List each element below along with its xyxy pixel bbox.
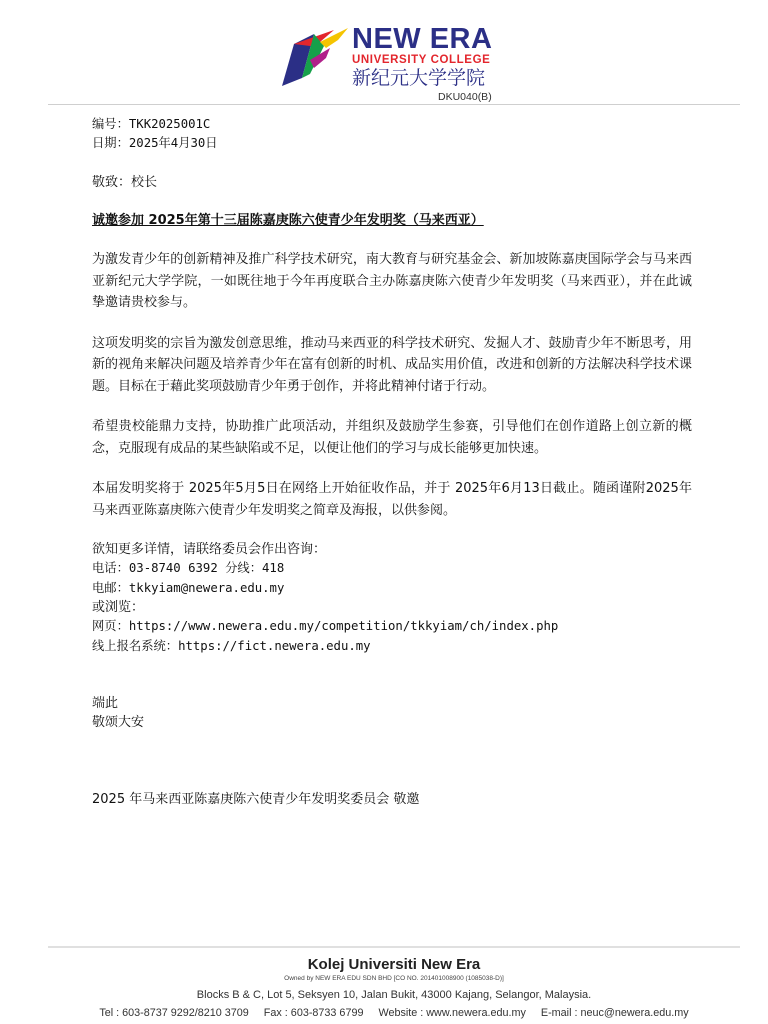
or-browse-label: 或浏览： bbox=[92, 600, 145, 616]
brand-subtitle: UNIVERSITY COLLEGE bbox=[352, 54, 491, 66]
contact-email[interactable]: 电邮：tkkyiam@newera.edu.my bbox=[92, 580, 285, 595]
brand-name-en: NEW ERA bbox=[352, 23, 493, 55]
footer-contact: Tel : 603-8737 9292/8210 3709 Fax : 603-8733 6799 Website : www.newera.edu.my E-mail : neuc@newera.edu.my bbox=[99, 1007, 689, 1019]
footer-address: Blocks B & C, Lot 5, Seksyen 10, Jalan Bukit, 43000 Kajang, Selangor, Malaysia. bbox=[196, 989, 592, 1001]
reference-number: 编号：TKK2025001C bbox=[92, 117, 211, 131]
letter-body bbox=[92, 115, 692, 809]
website-link[interactable]: 网页：https://www.newera.edu.my/competition/tkkyiam/ch/index.php bbox=[92, 619, 559, 634]
closing-line-1: 端此 bbox=[92, 695, 119, 711]
paragraph-purpose: 这项发明奖的宗旨为激发创意思维，推动马来西亚的科学技术研究、发掘人才、鼓励青少年不断思考，用新的视角来解决问题及培养青少年在富有创新的时机、成品实用价值，改进和创新的方法解决科学技术课题。目标在于藉此奖项鼓励青少年勇于创作，并将此精神付诸于行动。 bbox=[92, 335, 692, 394]
signoff: 2025 年马来西亚陈嘉庚陈六使青少年发明奖委员会 敬邀 bbox=[92, 791, 420, 807]
footer-institution-name: Kolej Universiti New Era bbox=[307, 956, 481, 973]
contact-intro: 欲知更多详情，请联络委员会作出咨询： bbox=[92, 542, 327, 558]
online-registration-link[interactable]: 线上报名系统：https://fict.newera.edu.my bbox=[92, 638, 371, 653]
addressee: 敬致：校长 bbox=[92, 174, 158, 190]
registration-number: DKU040(B) bbox=[438, 91, 492, 103]
paragraph-support: 希望贵校能鼎力支持，协助推广此项活动，并组织及鼓励学生参赛，引导他们在创作道路上创立新的概念，克服现有成品的某些缺陷或不足，以便让他们的学习与成长能够更加快速。 bbox=[92, 419, 692, 456]
new-era-emblem-icon bbox=[280, 26, 350, 88]
brand-name-cn: 新纪元大学学院 bbox=[352, 67, 486, 89]
header-divider bbox=[48, 104, 740, 105]
letterhead-footer bbox=[48, 948, 740, 1022]
closing-line-2: 敬颂大安 bbox=[92, 715, 145, 731]
university-logo bbox=[280, 20, 520, 103]
paragraph-intro: 为激发青少年的创新精神及推广科学技术研究，南大教育与研究基金会、新加坡陈嘉庚国际学会与马来西亚新纪元大学学院，一如既往地于今年再度联合主办陈嘉庚陈六使青少年发明奖（马来西亚），并在此诚挚邀请贵校参与。 bbox=[92, 252, 692, 311]
letter-subject: 诚邀参加 2025年第十三届陈嘉庚陈六使青少年发明奖（马来西亚） bbox=[92, 212, 484, 228]
letter-date: 日期：2025年4月30日 bbox=[92, 136, 218, 151]
paragraph-dates: 本届发明奖将于 2025年5月5日在网络上开始征收作品，并于 2025年6月13日截止。随函谨附2025年马来西亚陈嘉庚陈六使青少年发明奖之简章及海报，以供参阅。 bbox=[92, 481, 692, 518]
contact-phone: 电话：03-8740 6392 分线：418 bbox=[92, 561, 285, 576]
footer-ownership: Owned by NEW ERA EDU SDN BHD [CO NO. 201401008900 (1085038-D)] bbox=[284, 975, 504, 982]
